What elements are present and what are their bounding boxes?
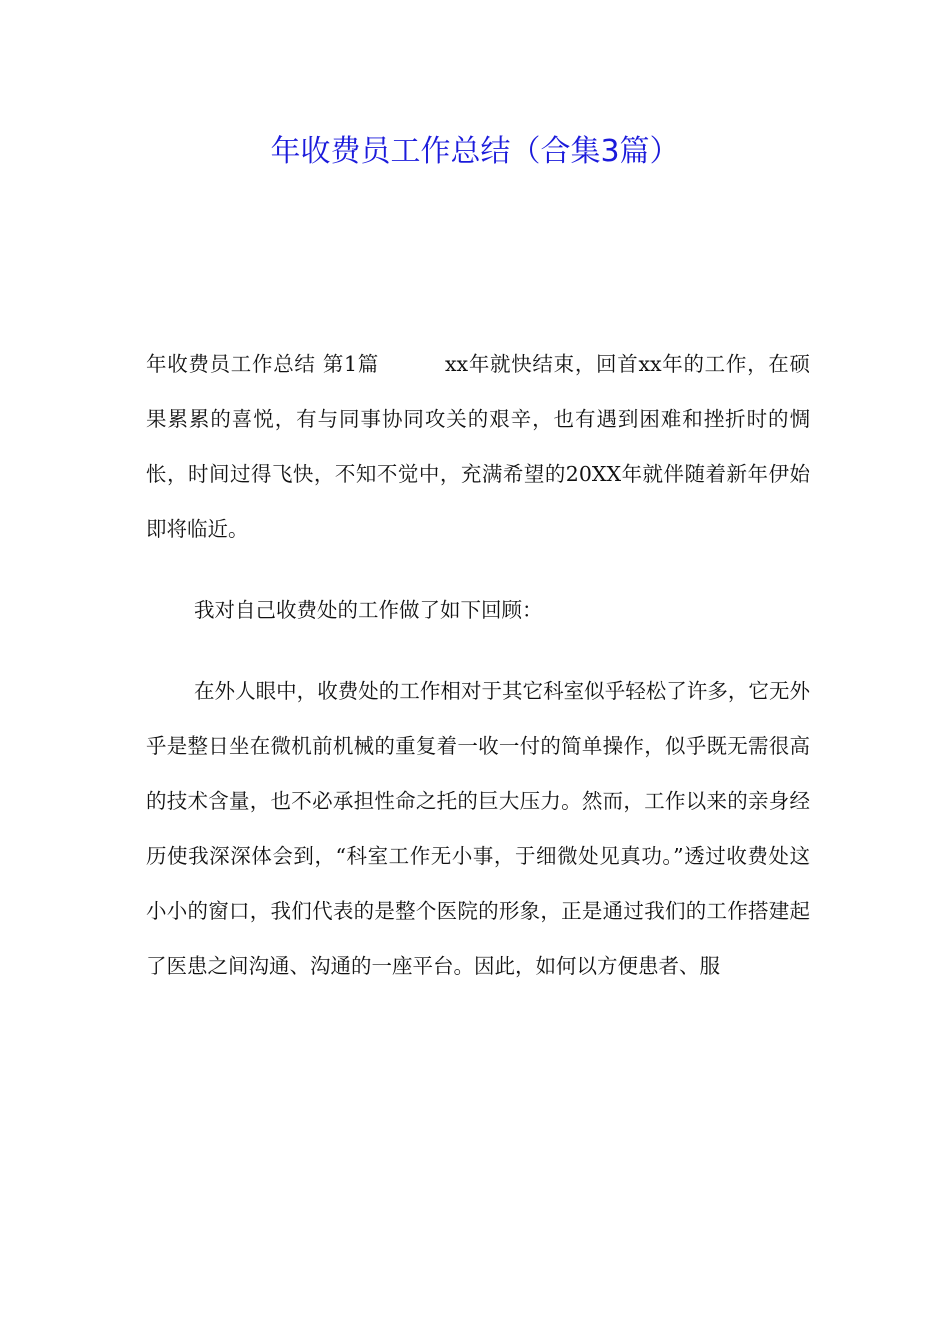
document-title: 年收费员工作总结（合集3篇） [270,134,680,169]
paragraph-1 [146,337,810,557]
paragraph-1-text: xx年就快结束，回首xx年的工作，在硕果累累的喜悦，有与同事协同攻关的艰辛，也有遇到困难和挫折时的惆怅，时间过得飞快，不知不觉中，充满希望的20XX年就伴随着新年伊始即将临近。 [146,352,810,541]
document-body [146,337,810,994]
paragraph-3: 在外人眼中，收费处的工作相对于其它科室似乎轻松了许多，它无外乎是整日坐在微机前机械的重复着一收一付的简单操作，似乎既无需很高的技术含量，也不必承担性命之托的巨大压力。然而，工作以来的亲身经历使我深深体会到，“科室工作无小事，于细微处见真功。”透过收费处这小小的窗口，我们代表的是整个医院的形象，正是通过我们的工作搭建起了医患之间沟通、沟通的一座平台。因此，如何以方便患者、服 [146,679,810,978]
section-heading: 年收费员工作总结 第1篇 [146,352,379,376]
paragraph-2: 我对自己收费处的工作做了如下回顾： [194,598,543,622]
